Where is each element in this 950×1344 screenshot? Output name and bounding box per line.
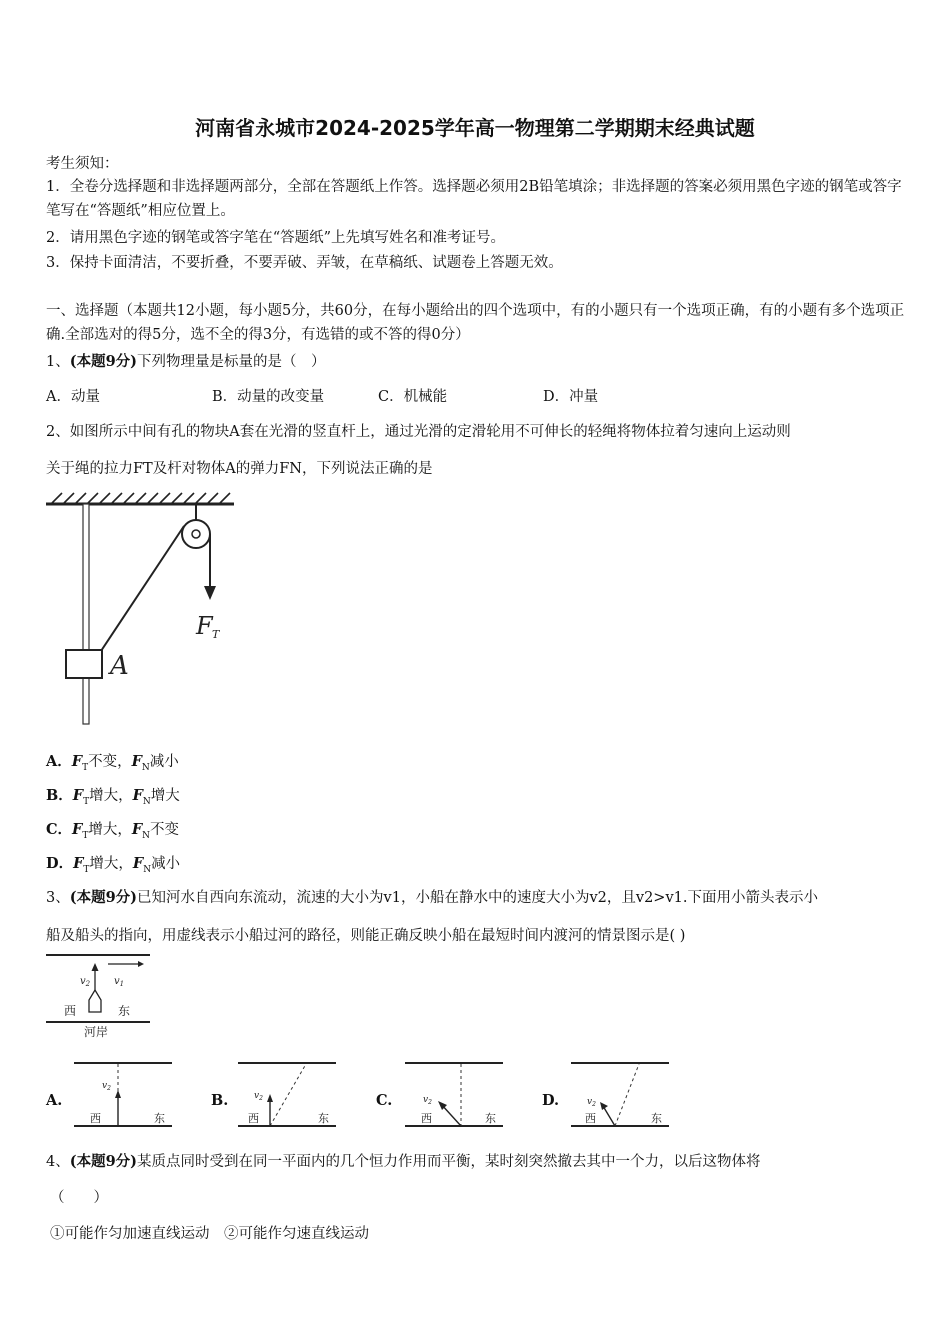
panel-a-west: 西 bbox=[90, 1112, 101, 1125]
q4-text: 某质点同时受到在同一平面内的几个恒力作用而平衡，某时刻突然撤去其中一个力，以后这物体将 bbox=[137, 1154, 761, 1170]
q2-option-a[interactable]: A．$F_T$不变，$F_N$减小 bbox=[46, 753, 179, 773]
q3-score: (本题9分) bbox=[69, 889, 138, 906]
panel-b-west: 西 bbox=[248, 1112, 259, 1125]
panel-a-east: 东 bbox=[154, 1112, 165, 1125]
legend-v1: $v_1$ bbox=[114, 976, 125, 988]
panel-c-west: 西 bbox=[421, 1112, 432, 1125]
option-text-2: 减小 bbox=[149, 754, 179, 770]
legend-v2: $v_2$ bbox=[80, 976, 91, 988]
q4-choices: ①可能作匀加速直线运动 ②可能作匀速直线运动 bbox=[50, 1226, 369, 1242]
q4-score: (本题9分) bbox=[69, 1153, 138, 1170]
option-letter: D． bbox=[46, 855, 74, 872]
q1-option-b[interactable]: B．动量的改变量 bbox=[212, 389, 325, 405]
legend-east: 东 bbox=[118, 1004, 131, 1018]
option-text-1: 增大， bbox=[88, 822, 132, 838]
option-letter: C． bbox=[46, 821, 73, 838]
q3-panel-a[interactable] bbox=[72, 1060, 176, 1130]
panel-b-v: $v_2$ bbox=[254, 1091, 263, 1102]
panel-a-v: $v_2$ bbox=[102, 1081, 111, 1092]
option-text-1: 增大， bbox=[89, 856, 133, 872]
page-title: 河南省永城市2024-2025学年高一物理第二学期期末经典试题 bbox=[195, 116, 755, 140]
q1-stem bbox=[46, 350, 326, 371]
q3-option-a-letter[interactable]: A. bbox=[46, 1092, 63, 1109]
q1-option-a[interactable]: A．动量 bbox=[46, 389, 100, 405]
legend-west: 西 bbox=[64, 1004, 77, 1018]
q1-score: (本题9分) bbox=[69, 353, 138, 370]
q3-panel-c[interactable] bbox=[403, 1060, 507, 1130]
q1-number: 1、 bbox=[46, 354, 70, 370]
option-letter: B． bbox=[46, 787, 73, 804]
legend-bank: 河岸 bbox=[84, 1025, 109, 1039]
notice-item-2: 2．请用黑色字迹的钢笔或答字笔在“答题纸”上先填写姓名和准考证号。 bbox=[46, 230, 506, 246]
q2-option-b[interactable]: B．$F_T$增大，$F_N$增大 bbox=[46, 787, 180, 807]
q2-pulley-figure bbox=[44, 490, 244, 730]
q2-stem-line2: 关于绳的拉力FT及杆对物体A的弹力FN，下列说法正确的是 bbox=[46, 461, 433, 477]
q3-panel-d[interactable] bbox=[569, 1060, 673, 1130]
q3-stem-line1 bbox=[46, 886, 818, 907]
panel-d-east: 东 bbox=[651, 1112, 662, 1125]
q1-option-c[interactable]: C．机械能 bbox=[378, 389, 448, 405]
q3-stem-line2: 船及船头的指向，用虚线表示小船过河的路径，则能正确反映小船在最短时间内渡河的情景图示是( ) bbox=[46, 928, 686, 944]
panel-c-east: 东 bbox=[485, 1112, 496, 1125]
q2-option-c[interactable]: C．$F_T$增大，$F_N$不变 bbox=[46, 821, 180, 841]
option-text-2: 减小 bbox=[151, 856, 181, 872]
q2-force-label: F bbox=[196, 612, 213, 640]
q3-option-d-letter[interactable]: D. bbox=[542, 1092, 560, 1109]
option-letter: A． bbox=[46, 753, 72, 770]
panel-d-v: $v_2$ bbox=[587, 1097, 596, 1108]
q3-text-1: 已知河水自西向东流动，流速的大小为v1，小船在静水中的速度大小为v2，且v2>v1.下面用小箭头表示小 bbox=[137, 890, 818, 906]
option-text-1: 不变， bbox=[88, 754, 132, 770]
option-text-2: 不变 bbox=[150, 822, 180, 838]
q4-number: 4、 bbox=[46, 1154, 70, 1170]
q3-option-c-letter[interactable]: C. bbox=[376, 1092, 393, 1109]
q3-panel-b[interactable] bbox=[236, 1060, 340, 1130]
panel-d-west: 西 bbox=[585, 1112, 596, 1125]
q2-stem-line1: 2、如图所示中间有孔的物块A套在光滑的竖直杆上，通过光滑的定滑轮用不可伸长的轻绳将物体拉着匀速向上运动则 bbox=[46, 424, 791, 440]
q3-option-b-letter[interactable]: B. bbox=[211, 1092, 229, 1109]
panel-b-east: 东 bbox=[318, 1112, 329, 1125]
q1-option-d[interactable]: D．冲量 bbox=[543, 389, 599, 405]
q4-paren: （ ） bbox=[50, 1190, 108, 1206]
notice-item-3: 3．保持卡面清洁，不要折叠，不要弄破、弄皱，在草稿纸、试题卷上答题无效。 bbox=[46, 255, 563, 271]
q2-block-label: A bbox=[110, 651, 129, 681]
option-text-1: 增大， bbox=[89, 788, 133, 804]
q3-number: 3、 bbox=[46, 890, 70, 906]
q3-legend-figure bbox=[44, 952, 156, 1042]
notice-item-1: 1．全卷分选择题和非选择题两部分，全部在答题纸上作答。选择题必须用2B铅笔填涂；非选择题的答案必须用黑色字迹的钢笔或答字笔写在“答题纸”相应位置上。 bbox=[46, 179, 902, 219]
notice-heading: 考生须知： bbox=[46, 156, 119, 172]
section-heading: 一、选择题（本题共12小题，每小题5分，共60分，在每小题给出的四个选项中，有的小题只有一个选项正确，有的小题有多个选项正确.全部选对的得5分，选不全的得3分，有选错的或不答的得0分） bbox=[46, 303, 905, 343]
q2-option-d[interactable]: D．$F_T$增大，$F_N$减小 bbox=[46, 855, 181, 875]
q2-force-sub: T bbox=[212, 628, 220, 641]
option-text-2: 增大 bbox=[150, 788, 180, 804]
panel-c-v: $v_2$ bbox=[423, 1095, 432, 1106]
q4-stem bbox=[46, 1150, 761, 1171]
q1-text: 下列物理量是标量的是（ ） bbox=[137, 354, 326, 370]
